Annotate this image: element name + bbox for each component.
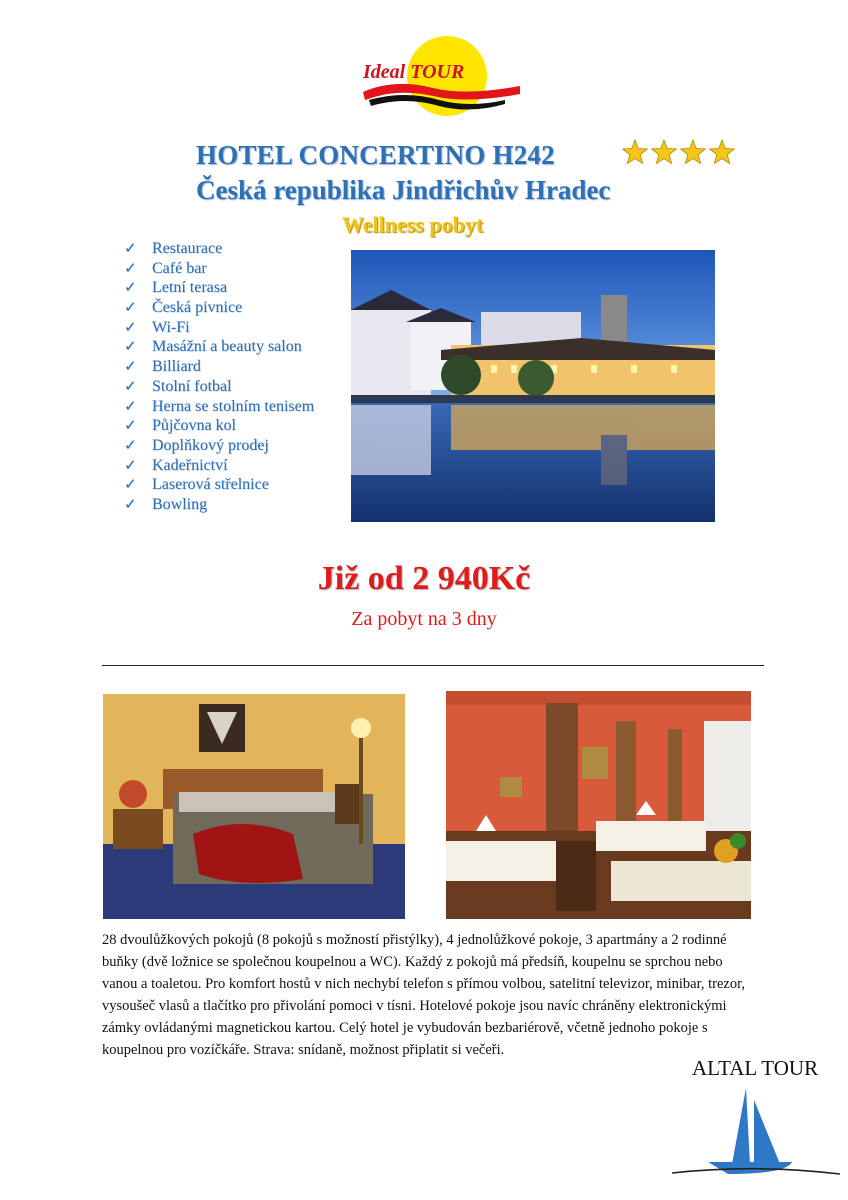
- amenity-label: Letní terasa: [152, 279, 228, 297]
- amenity-label: Restaurace: [152, 240, 223, 257]
- stay-type: Wellness pobyt: [342, 212, 484, 237]
- amenity-label: Bowling: [152, 495, 208, 513]
- amenity-label: Herna se stolním tenisem: [152, 397, 315, 415]
- star-icon: [681, 140, 706, 164]
- amenity-item: [124, 397, 314, 417]
- amenity-item: [124, 357, 314, 377]
- checkmark-icon: ✓: [124, 300, 137, 317]
- amenity-label: Česká pivnice: [152, 299, 243, 317]
- restaurant-photo: [446, 691, 751, 919]
- amenity-label: Stolní fotbal: [152, 377, 232, 395]
- amenity-label: Doplňkový prodej: [152, 436, 269, 454]
- star-icon: [623, 140, 648, 164]
- checkmark-icon: ✓: [124, 280, 137, 297]
- amenity-item: [124, 298, 314, 318]
- checkmark-icon: ✓: [124, 260, 137, 277]
- amenities-list: [124, 239, 314, 515]
- checkmark-icon: ✓: [124, 496, 137, 513]
- star-icon: [652, 140, 677, 164]
- castle-photo: [351, 250, 715, 522]
- four-star-rating-icon: [620, 137, 740, 167]
- amenity-label: Café bar: [152, 259, 207, 277]
- checkmark-icon: ✓: [124, 457, 137, 474]
- checkmark-icon: ✓: [124, 378, 137, 395]
- amenity-label: Wi-Fi: [152, 318, 190, 336]
- amenity-item: [124, 259, 314, 279]
- amenity-label: Půjčovna kol: [152, 417, 236, 435]
- hotel-name: HOTEL CONCERTINO H242: [196, 140, 555, 170]
- price-subtitle: Za pobyt na 3 dny: [351, 608, 497, 630]
- amenity-label: Laserová střelnice: [152, 476, 269, 494]
- amenity-item: [124, 337, 314, 357]
- hotel-location: Česká republika Jindřichův Hradec: [196, 175, 611, 205]
- amenity-item: [124, 416, 314, 436]
- amenity-label: Kadeřnictví: [152, 456, 228, 474]
- star-icon: [710, 140, 735, 164]
- svg-text:Ideal TOUR: Ideal TOUR: [363, 61, 465, 83]
- checkmark-icon: ✓: [124, 437, 137, 454]
- amenity-item: [124, 495, 314, 515]
- altal-tour-brand: ALTAL TOUR: [692, 1056, 819, 1080]
- checkmark-icon: ✓: [124, 241, 137, 257]
- checkmark-icon: ✓: [124, 359, 137, 376]
- checkmark-icon: ✓: [124, 339, 137, 356]
- hotel-description: 28 dvoulůžkových pokojů (8 pokojů s možností přistýlky), 4 jednolůžkové pokoje, 3 apartmány a 2 rodinné buňky (dvě ložnice se společnou koupelnou a WC). Každý z pokojů má předsíň, koupelnu se sprchou nebo vanou a toaletou. Pro komfort hostů v nich nechybí telefon s přímou volbou, satelitní televizor, minibar, trezor, vysoušeč vlasů a tlačítko pro přivolání pomoci v tísni. Hotelové pokoje jsou navíc chráněny elektronickými zámky ovládanými magnetickou kartou. Celý hotel je vybudován bezbariérově, včetně jednoho pokoje s koupelnou pro vozíčkáře. Strava: snídaně, možnost připlatit si večeři.: [102, 932, 745, 1058]
- amenity-item: [124, 456, 314, 476]
- divider: [102, 665, 764, 666]
- checkmark-icon: ✓: [124, 418, 137, 435]
- price-headline: Již od 2 940Kč: [317, 560, 531, 597]
- amenity-item: [124, 278, 314, 298]
- checkmark-icon: ✓: [124, 319, 137, 336]
- sailboat-logo-icon: [668, 1078, 844, 1178]
- amenity-item: [124, 475, 314, 495]
- ideal-tour-logo: [355, 34, 525, 124]
- hotel-room-photo: [103, 694, 405, 919]
- checkmark-icon: ✓: [124, 398, 137, 415]
- checkmark-icon: ✓: [124, 477, 137, 494]
- amenity-label: Billiard: [152, 358, 201, 376]
- amenity-item: [124, 239, 314, 259]
- amenity-label: Masážní a beauty salon: [152, 338, 302, 356]
- amenity-item: [124, 436, 314, 456]
- amenity-item: [124, 377, 314, 397]
- amenity-item: [124, 318, 314, 338]
